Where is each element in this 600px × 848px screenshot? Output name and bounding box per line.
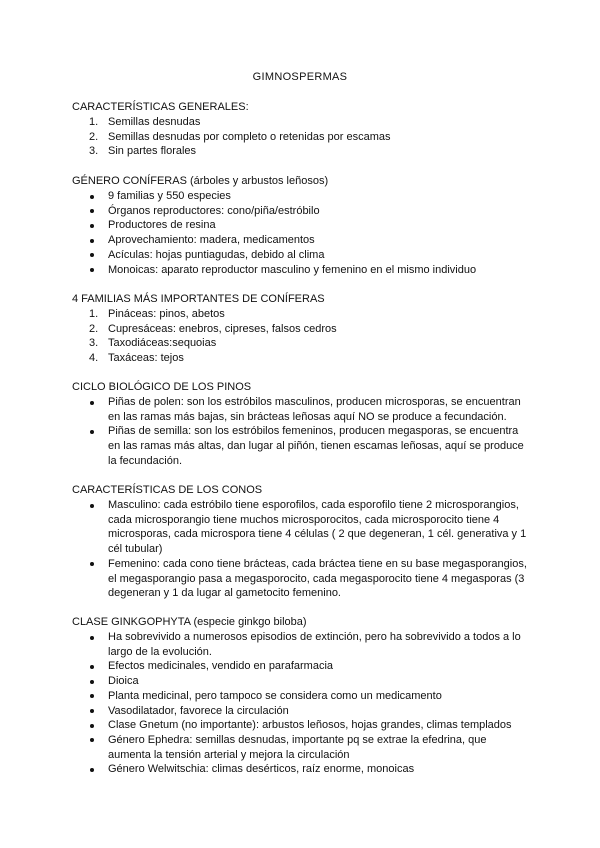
section-genero-coniferas: [72, 174, 532, 277]
bullet-icon: [90, 209, 94, 213]
list-item: Ha sobrevivido a numerosos episodios de extinción, pero ha sobrevivido a todos a lo largo de la evolución.: [72, 630, 532, 659]
bullet-list: [72, 189, 532, 277]
list-item: 4. Taxáceas: tejos: [89, 352, 184, 365]
list-item: Órganos reproductores: cono/piña/estróbilo: [72, 204, 532, 219]
section-ciclo-biologico: [72, 380, 532, 469]
numbered-list: [72, 115, 532, 159]
list-item: Masculino: cada estróbilo tiene esporofilos, cada esporofilo tiene 2 microsporangios, cada microsporangio tiene muchos microsporocitos, cada microsporocito tiene 4 microsporas, cada microspora tiene 4 células ( 2 que degeneran, 1 cél. generativa y 1 cél tubular): [72, 498, 532, 557]
list-item: Aprovechamiento: madera, medicamentos: [72, 233, 532, 248]
bullet-icon: [90, 504, 94, 508]
bullet-icon: [90, 738, 94, 742]
bullet-icon: [90, 562, 94, 566]
document-title: GIMNOSPERMAS: [252, 71, 348, 83]
section-heading: CICLO BIOLÓGICO DE LOS PINOS: [72, 381, 252, 393]
list-item: 3. Taxodiáceas:sequoias: [89, 337, 217, 350]
list-item: Acículas: hojas puntiagudas, debido al clima: [72, 248, 532, 263]
bullet-icon: [90, 724, 94, 728]
list-number: 1.: [89, 308, 99, 320]
list-item: 9 familias y 550 especies: [72, 189, 532, 204]
list-number: 2.: [89, 130, 99, 143]
list-item: Efectos medicinales, vendido en parafarmacia: [72, 659, 532, 674]
bullet-icon: [90, 253, 94, 257]
list-item: Piñas de polen: son los estróbilos masculinos, producen microsporas, se encuentran en las ramas más bajas, sin brácteas leñosas aquí NO se produce a fecundación.: [72, 395, 532, 424]
list-item: Dioica: [72, 674, 532, 689]
list-item: Género Welwitschia: climas desérticos, raíz enorme, monoicas: [72, 762, 532, 777]
section-heading: CLASE GINKGOPHYTA (especie ginkgo biloba): [72, 616, 307, 628]
list-item: 1. Pináceas: pinos, abetos: [89, 308, 225, 320]
list-item: Monoicas: aparato reproductor masculino y femenino en el mismo individuo: [72, 263, 532, 278]
bullet-icon: [90, 430, 94, 434]
bullet-icon: [90, 401, 94, 405]
bullet-icon: [90, 239, 94, 243]
list-number: 4.: [89, 352, 99, 365]
bullet-list: [72, 395, 532, 469]
section-familias-coniferas: [72, 292, 532, 366]
list-item: 3. Sin partes florales: [89, 145, 197, 158]
section-clase-ginkgophyta: [72, 615, 532, 777]
bullet-icon: [90, 195, 94, 199]
list-item: Productores de resina: [72, 218, 532, 233]
list-item: 2. Semillas desnudas por completo o retenidas por escamas: [89, 130, 391, 143]
list-item: Género Ephedra: semillas desnudas, importante pq se extrae la efedrina, que aumenta la tensión arterial y mejora la circulación: [72, 733, 532, 762]
section-caracteristicas-generales: [72, 100, 532, 159]
bullet-icon: [90, 665, 94, 669]
bullet-list: [72, 630, 532, 777]
list-number: 3.: [89, 337, 99, 350]
list-number: 3.: [89, 145, 99, 158]
list-number: 1.: [89, 116, 99, 128]
bullet-icon: [90, 268, 94, 272]
numbered-list: [72, 307, 532, 366]
list-item: Vasodilatador, favorece la circulación: [72, 704, 532, 719]
bullet-icon: [90, 224, 94, 228]
list-item: Piñas de semilla: son los estróbilos femeninos, producen megasporas, se encuentra en las ramas más altas, dan lugar al piñón, tienen escamas leñosas, aquí se produce la fecundación.: [72, 424, 532, 468]
section-heading: 4 FAMILIAS MÁS IMPORTANTES DE CONÍFERAS: [72, 293, 325, 305]
section-caracteristicas-conos: [72, 483, 532, 601]
list-item: Planta medicinal, pero tampoco se considera como un medicamento: [72, 689, 532, 704]
section-heading: CARACTERÍSTICAS GENERALES:: [72, 101, 249, 113]
list-item: 1. Semillas desnudas: [89, 116, 201, 128]
list-number: 2.: [89, 322, 99, 335]
section-heading: GÉNERO CONÍFERAS (árboles y arbustos leñosos): [72, 175, 329, 187]
list-item: Clase Gnetum (no importante): arbustos leñosos, hojas grandes, climas templados: [72, 718, 532, 733]
bullet-icon: [90, 768, 94, 772]
bullet-icon: [90, 636, 94, 640]
section-heading: CARACTERÍSTICAS DE LOS CONOS: [72, 484, 263, 496]
list-item: 2. Cupresáceas: enebros, cipreses, falsos cedros: [89, 322, 337, 335]
bullet-list: [72, 498, 532, 601]
bullet-icon: [90, 709, 94, 713]
bullet-icon: [90, 680, 94, 684]
bullet-icon: [90, 694, 94, 698]
list-item: Femenino: cada cono tiene brácteas, cada bráctea tiene en su base megasporangios, el megasporangio pasa a megasporocito, cada megasporocito tiene 4 megasporas (3 degeneran y 1 da lugar al gametocito femenino.: [72, 557, 532, 601]
